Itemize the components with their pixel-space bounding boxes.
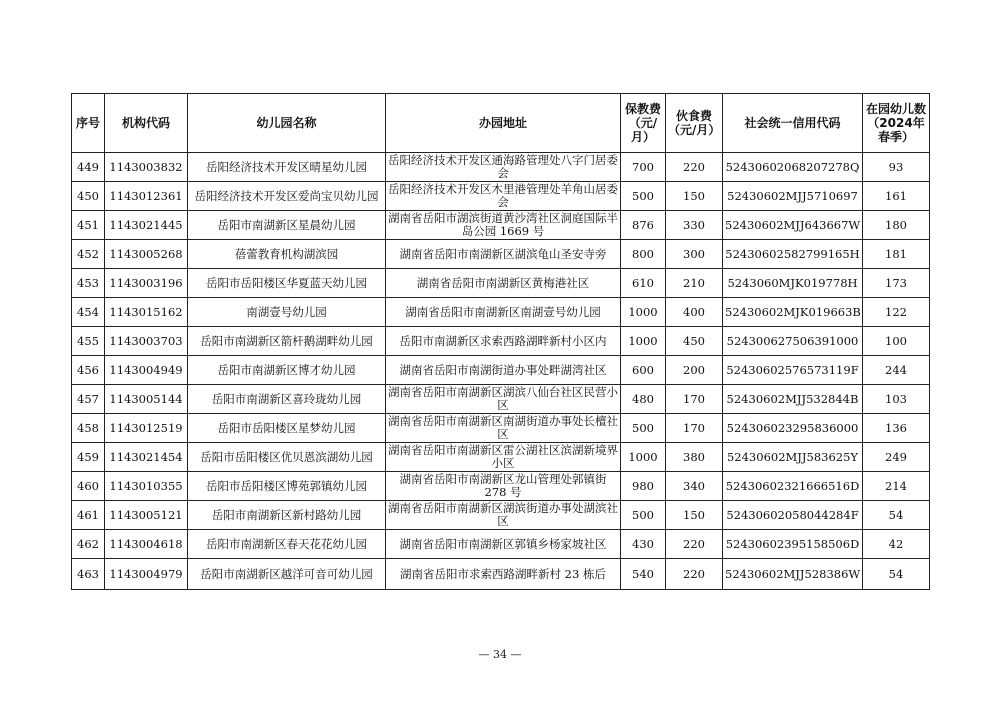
meal-fee-cell: 210	[666, 269, 723, 298]
org-code-cell: 1143004979	[105, 559, 188, 590]
org-code-cell: 1143021454	[105, 443, 188, 472]
seq-cell: 463	[72, 559, 105, 590]
credit-code-cell: 52430602MJJ5710697	[723, 182, 863, 211]
org-code-cell: 1143003196	[105, 269, 188, 298]
meal-fee-cell: 200	[666, 356, 723, 385]
header-address: 办园地址	[386, 94, 621, 153]
credit-code-cell: 52430602MJJ583625Y	[723, 443, 863, 472]
tuition-fee-cell: 610	[621, 269, 666, 298]
enrollment-cell: 214	[863, 472, 930, 501]
org-code-cell: 1143010355	[105, 472, 188, 501]
address-cell: 湖南省岳阳市南湖新区湖滨龟山圣安寺旁	[386, 240, 621, 269]
kindergarten-name-cell: 岳阳经济技术开发区晴星幼儿园	[188, 153, 386, 182]
address-cell: 湖南省岳阳市南湖新区龙山管理处郭镇街 278 号	[386, 472, 621, 501]
enrollment-cell: 136	[863, 414, 930, 443]
kindergarten-name-cell: 岳阳市南湖新区星晨幼儿园	[188, 211, 386, 240]
table-row	[72, 182, 930, 211]
address-cell: 湖南省岳阳市南湖新区黄梅港社区	[386, 269, 621, 298]
org-code-cell: 1143021445	[105, 211, 188, 240]
page-number: — 34 —	[478, 648, 522, 661]
enrollment-cell: 42	[863, 530, 930, 559]
table-row	[72, 153, 930, 182]
credit-code-cell: 52430602MJJ643667W	[723, 211, 863, 240]
meal-fee-cell: 220	[666, 530, 723, 559]
table-row	[72, 211, 930, 240]
meal-fee-cell: 170	[666, 385, 723, 414]
tuition-fee-cell: 430	[621, 530, 666, 559]
enrollment-cell: 54	[863, 501, 930, 530]
address-cell: 湖南省岳阳市南湖新区雷公湖社区滨湖新境界小区	[386, 443, 621, 472]
seq-cell: 450	[72, 182, 105, 211]
credit-code-cell: 52430602395158506D	[723, 530, 863, 559]
meal-fee-cell: 170	[666, 414, 723, 443]
seq-cell: 452	[72, 240, 105, 269]
seq-cell: 451	[72, 211, 105, 240]
org-code-cell: 1143005144	[105, 385, 188, 414]
header-enrollment: 在园幼儿数（2024年春季）	[863, 94, 930, 153]
enrollment-cell: 181	[863, 240, 930, 269]
table-row	[72, 327, 930, 356]
enrollment-cell: 173	[863, 269, 930, 298]
kindergarten-fee-table	[71, 93, 930, 590]
kindergarten-name-cell: 岳阳市岳阳楼区博苑郭镇幼儿园	[188, 472, 386, 501]
credit-code-cell: 52430602058044284F	[723, 501, 863, 530]
address-cell: 岳阳市南湖新区求索西路湖畔新村小区内	[386, 327, 621, 356]
credit-code-cell: 52430602MJJ528386W	[723, 559, 863, 590]
table-row	[72, 385, 930, 414]
meal-fee-cell: 340	[666, 472, 723, 501]
kindergarten-name-cell: 岳阳经济技术开发区爱尚宝贝幼儿园	[188, 182, 386, 211]
tuition-fee-cell: 876	[621, 211, 666, 240]
meal-fee-cell: 220	[666, 153, 723, 182]
credit-code-cell: 524306023295836000	[723, 414, 863, 443]
address-cell: 湖南省岳阳市湖滨街道黄沙湾社区洞庭国际半岛公园 1669 号	[386, 211, 621, 240]
enrollment-cell: 180	[863, 211, 930, 240]
credit-code-cell: 524300627506391000	[723, 327, 863, 356]
org-code-cell: 1143004618	[105, 530, 188, 559]
seq-cell: 458	[72, 414, 105, 443]
kindergarten-name-cell: 南湖壹号幼儿园	[188, 298, 386, 327]
tuition-fee-cell: 480	[621, 385, 666, 414]
org-code-cell: 1143003832	[105, 153, 188, 182]
seq-cell: 459	[72, 443, 105, 472]
credit-code-cell: 52430602321666516D	[723, 472, 863, 501]
header-seq: 序号	[72, 94, 105, 153]
seq-cell: 457	[72, 385, 105, 414]
kindergarten-name-cell: 岳阳市南湖新区博才幼儿园	[188, 356, 386, 385]
address-cell: 湖南省岳阳市南湖新区南湖街道办事处长檀社区	[386, 414, 621, 443]
table-body	[72, 153, 930, 590]
address-cell: 岳阳经济技术开发区通海路管理处八字门居委会	[386, 153, 621, 182]
table-header-row	[72, 94, 930, 153]
enrollment-cell: 93	[863, 153, 930, 182]
enrollment-cell: 100	[863, 327, 930, 356]
address-cell: 湖南省岳阳市南湖新区郭镇乡杨家坡社区	[386, 530, 621, 559]
table-row	[72, 414, 930, 443]
enrollment-cell: 249	[863, 443, 930, 472]
tuition-fee-cell: 540	[621, 559, 666, 590]
address-cell: 湖南省岳阳市南湖新区湖滨八仙台社区民营小区	[386, 385, 621, 414]
meal-fee-cell: 450	[666, 327, 723, 356]
meal-fee-cell: 380	[666, 443, 723, 472]
seq-cell: 454	[72, 298, 105, 327]
credit-code-cell: 52430602576573119F	[723, 356, 863, 385]
tuition-fee-cell: 800	[621, 240, 666, 269]
header-credit-code: 社会统一信用代码	[723, 94, 863, 153]
meal-fee-cell: 220	[666, 559, 723, 590]
seq-cell: 462	[72, 530, 105, 559]
tuition-fee-cell: 500	[621, 501, 666, 530]
seq-cell: 449	[72, 153, 105, 182]
org-code-cell: 1143012519	[105, 414, 188, 443]
meal-fee-cell: 330	[666, 211, 723, 240]
enrollment-cell: 54	[863, 559, 930, 590]
org-code-cell: 1143015162	[105, 298, 188, 327]
table-row	[72, 269, 930, 298]
credit-code-cell: 52430602MJJ532844B	[723, 385, 863, 414]
kindergarten-name-cell: 岳阳市南湖新区春天花花幼儿园	[188, 530, 386, 559]
table-row	[72, 240, 930, 269]
header-meal-fee: 伙食费（元/月）	[666, 94, 723, 153]
meal-fee-cell: 150	[666, 501, 723, 530]
kindergarten-name-cell: 岳阳市岳阳楼区星梦幼儿园	[188, 414, 386, 443]
credit-code-cell: 52430602068207278Q	[723, 153, 863, 182]
tuition-fee-cell: 500	[621, 414, 666, 443]
org-code-cell: 1143005268	[105, 240, 188, 269]
credit-code-cell: 52430602582799165H	[723, 240, 863, 269]
table-row	[72, 356, 930, 385]
header-kindergarten-name: 幼儿园名称	[188, 94, 386, 153]
kindergarten-name-cell: 岳阳市南湖新区越洋可音可幼儿园	[188, 559, 386, 590]
enrollment-cell: 122	[863, 298, 930, 327]
tuition-fee-cell: 600	[621, 356, 666, 385]
address-cell: 岳阳经济技术开发区木里港管理处羊角山居委会	[386, 182, 621, 211]
tuition-fee-cell: 500	[621, 182, 666, 211]
org-code-cell: 1143012361	[105, 182, 188, 211]
tuition-fee-cell: 1000	[621, 327, 666, 356]
seq-cell: 460	[72, 472, 105, 501]
seq-cell: 456	[72, 356, 105, 385]
enrollment-cell: 244	[863, 356, 930, 385]
address-cell: 湖南省岳阳市南湖新区湖滨街道办事处湖滨社区	[386, 501, 621, 530]
header-org-code: 机构代码	[105, 94, 188, 153]
address-cell: 湖南省岳阳市南湖新区南湖壹号幼儿园	[386, 298, 621, 327]
seq-cell: 453	[72, 269, 105, 298]
header-tuition-fee: 保教费（元/月）	[621, 94, 666, 153]
credit-code-cell: 52430602MJK019663B	[723, 298, 863, 327]
table-row	[72, 530, 930, 559]
org-code-cell: 1143003703	[105, 327, 188, 356]
kindergarten-name-cell: 岳阳市岳阳楼区优贝恩滨湖幼儿园	[188, 443, 386, 472]
table-row	[72, 472, 930, 501]
address-cell: 湖南省岳阳市求索西路湖畔新村 23 栋后	[386, 559, 621, 590]
tuition-fee-cell: 980	[621, 472, 666, 501]
tuition-fee-cell: 700	[621, 153, 666, 182]
table-row	[72, 443, 930, 472]
seq-cell: 461	[72, 501, 105, 530]
kindergarten-name-cell: 岳阳市南湖新区箭杆鹅湖畔幼儿园	[188, 327, 386, 356]
address-cell: 湖南省岳阳市南湖街道办事处畔湖湾社区	[386, 356, 621, 385]
org-code-cell: 1143004949	[105, 356, 188, 385]
enrollment-cell: 161	[863, 182, 930, 211]
kindergarten-name-cell: 岳阳市岳阳楼区华夏蓝天幼儿园	[188, 269, 386, 298]
table-row	[72, 501, 930, 530]
credit-code-cell: 5243060MJK019778H	[723, 269, 863, 298]
seq-cell: 455	[72, 327, 105, 356]
table-row	[72, 559, 930, 590]
kindergarten-name-cell: 岳阳市南湖新区新村路幼儿园	[188, 501, 386, 530]
meal-fee-cell: 300	[666, 240, 723, 269]
org-code-cell: 1143005121	[105, 501, 188, 530]
meal-fee-cell: 150	[666, 182, 723, 211]
tuition-fee-cell: 1000	[621, 443, 666, 472]
kindergarten-name-cell: 蓓蕾教育机构湖滨园	[188, 240, 386, 269]
tuition-fee-cell: 1000	[621, 298, 666, 327]
kindergarten-name-cell: 岳阳市南湖新区喜玲珑幼儿园	[188, 385, 386, 414]
meal-fee-cell: 400	[666, 298, 723, 327]
table-row	[72, 298, 930, 327]
enrollment-cell: 103	[863, 385, 930, 414]
